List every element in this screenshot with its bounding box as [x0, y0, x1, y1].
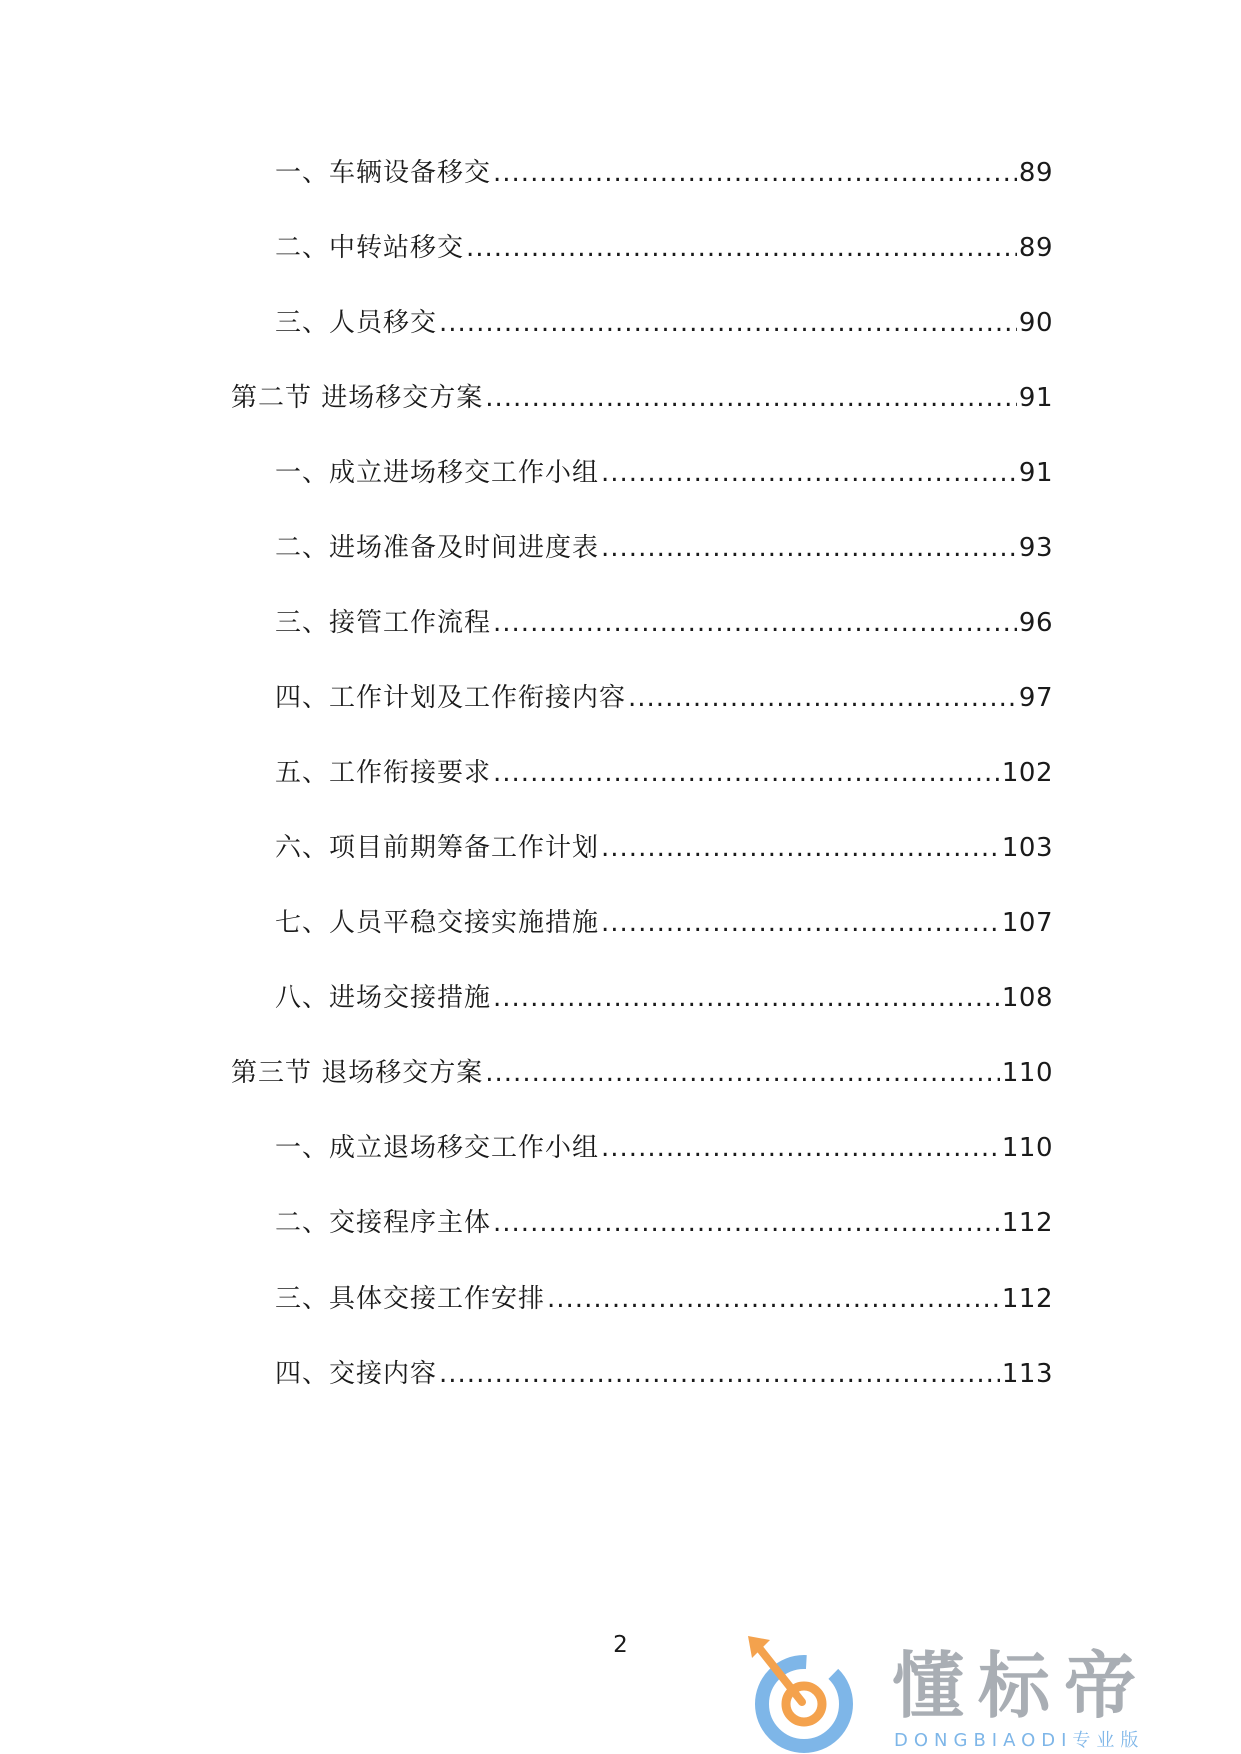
target-arrow-icon	[742, 1636, 867, 1754]
toc-page-number: 110	[1001, 1058, 1053, 1088]
toc-dot-leader	[547, 1279, 1000, 1319]
toc-entry[interactable]	[275, 153, 1053, 193]
toc-page-number: 112	[1001, 1284, 1053, 1314]
toc-page-number: 103	[1001, 833, 1053, 863]
toc-dot-leader	[628, 678, 1017, 718]
toc-section-entry[interactable]	[231, 378, 1053, 418]
toc-dot-leader	[601, 828, 1000, 868]
toc-entry-label: 四、工作计划及工作衔接内容	[275, 683, 627, 713]
toc-dot-leader	[601, 528, 1017, 568]
toc-page-number: 108	[1001, 983, 1053, 1013]
toc-page-number: 107	[1001, 908, 1053, 938]
toc-dot-leader	[601, 453, 1017, 493]
toc-entry-label: 六、项目前期筹备工作计划	[275, 833, 600, 863]
toc-page-number: 110	[1001, 1133, 1053, 1163]
toc-entry-label: 一、成立进场移交工作小组	[275, 458, 600, 488]
toc-entry[interactable]	[275, 453, 1053, 493]
toc-page-number: 97	[1018, 683, 1053, 713]
toc-dot-leader	[601, 1128, 1000, 1168]
toc-dot-leader	[493, 753, 1000, 793]
toc-entry-label: 八、进场交接措施	[275, 983, 492, 1013]
toc-entry-label: 一、成立退场移交工作小组	[275, 1133, 600, 1163]
toc-entry[interactable]	[275, 753, 1053, 793]
toc-entry-label: 二、交接程序主体	[275, 1208, 492, 1238]
watermark-subtitle: DONGBIAODI专业版	[894, 1730, 1145, 1751]
toc-entry[interactable]	[275, 1203, 1053, 1243]
toc-entry[interactable]	[275, 978, 1053, 1018]
watermark-brand: 懂标帝	[892, 1644, 1151, 1728]
toc-entry[interactable]	[275, 1279, 1053, 1319]
toc-entry-label: 第三节 退场移交方案	[231, 1058, 484, 1088]
toc-page-number: 91	[1018, 383, 1053, 413]
toc-dot-leader	[493, 153, 1017, 193]
toc-page-number: 102	[1001, 758, 1053, 788]
toc-entry[interactable]	[275, 303, 1053, 343]
toc-page-number: 112	[1001, 1208, 1053, 1238]
toc-page-number: 91	[1018, 458, 1053, 488]
toc-dot-leader	[493, 603, 1017, 643]
toc-entry-label: 三、人员移交	[275, 308, 438, 338]
toc-section-entry[interactable]	[231, 1053, 1053, 1093]
toc-dot-leader	[601, 903, 1000, 943]
toc-dot-leader	[439, 1354, 1000, 1394]
toc-page-number: 90	[1018, 308, 1053, 338]
page-number: 2	[613, 1632, 628, 1658]
toc-entry[interactable]	[275, 1128, 1053, 1168]
toc-entry[interactable]	[275, 903, 1053, 943]
toc-page-number: 93	[1018, 533, 1053, 563]
toc-page-number: 89	[1018, 158, 1053, 188]
toc-entry[interactable]	[275, 603, 1053, 643]
toc-entry-label: 五、工作衔接要求	[275, 758, 492, 788]
toc-entry-label: 二、中转站移交	[275, 233, 465, 263]
toc-page-number: 96	[1018, 608, 1053, 638]
toc-dot-leader	[485, 1053, 1000, 1093]
toc-entry[interactable]	[275, 528, 1053, 568]
toc-entry-label: 第二节 进场移交方案	[231, 383, 484, 413]
watermark	[742, 1636, 1241, 1754]
toc-dot-leader	[439, 303, 1017, 343]
toc-entry[interactable]	[275, 228, 1053, 268]
toc-dot-leader	[493, 978, 1000, 1018]
toc-page-number: 113	[1001, 1359, 1053, 1389]
toc-entry[interactable]	[275, 828, 1053, 868]
toc-entry-label: 二、进场准备及时间进度表	[275, 533, 600, 563]
toc-page-number: 89	[1018, 233, 1053, 263]
toc-entry-label: 七、人员平稳交接实施措施	[275, 908, 600, 938]
toc-entry-label: 四、交接内容	[275, 1359, 438, 1389]
toc-dot-leader	[466, 228, 1017, 268]
toc-dot-leader	[493, 1203, 1000, 1243]
toc-entry-label: 三、具体交接工作安排	[275, 1284, 546, 1314]
toc-entry[interactable]	[275, 1354, 1053, 1394]
toc-entry-label: 三、接管工作流程	[275, 608, 492, 638]
toc-entry[interactable]	[275, 678, 1053, 718]
toc-entry-label: 一、车辆设备移交	[275, 158, 492, 188]
toc-dot-leader	[485, 378, 1017, 418]
